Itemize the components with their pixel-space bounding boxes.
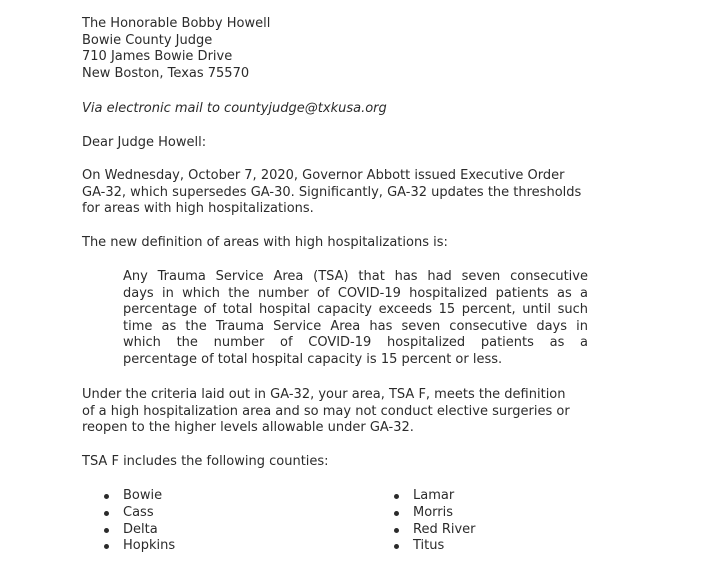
quote-line: time as the Trauma Service Area has seven consecutive days in bbox=[123, 318, 588, 334]
quote-line: Any Trauma Service Area (TSA) that has had seven consecutive bbox=[123, 269, 588, 284]
county-item bbox=[394, 505, 476, 522]
quote-line: percentage of total hospital capacity is 15 percent or less. bbox=[123, 351, 503, 367]
delivery-note: Via electronic mail to countyjudge@txkusa.org bbox=[82, 101, 387, 116]
county-name: Delta bbox=[123, 521, 158, 537]
paragraph-line: reopen to the higher levels allowable under GA-32. bbox=[82, 420, 414, 436]
quote-line: days in which the number of COVID-19 hospitalized patients as a bbox=[123, 285, 588, 301]
bullet-icon bbox=[104, 511, 109, 516]
county-name: Red River bbox=[413, 521, 476, 537]
paragraph-line: GA-32, which supersedes GA-30. Significantly, GA-32 updates the thresholds bbox=[82, 184, 582, 200]
recipient-title: Bowie County Judge bbox=[82, 32, 213, 48]
recipient-name: The Honorable Bobby Howell bbox=[82, 16, 271, 31]
bullet-icon bbox=[104, 528, 109, 533]
paragraph-line: for areas with high hospitalizations. bbox=[82, 201, 314, 217]
bullet-icon bbox=[394, 544, 399, 549]
paragraph-line: of a high hospitalization area and so may not conduct elective surgeries or bbox=[82, 403, 570, 419]
recipient-address-block bbox=[82, 16, 270, 82]
block-quote-definition bbox=[123, 269, 588, 369]
bullet-icon bbox=[394, 528, 399, 533]
county-list-right bbox=[394, 488, 476, 555]
county-name: Morris bbox=[413, 504, 454, 520]
recipient-city-state-zip: New Boston, Texas 75570 bbox=[82, 65, 250, 81]
county-name: Titus bbox=[413, 538, 445, 554]
county-name: Bowie bbox=[123, 488, 163, 503]
bullet-icon bbox=[394, 511, 399, 516]
quote-line: percentage of total hospital capacity exceeds 15 percent, until such bbox=[123, 302, 588, 318]
county-list-left bbox=[104, 488, 175, 555]
county-name: Lamar bbox=[413, 488, 455, 503]
paragraph-line: Under the criteria laid out in GA-32, your area, TSA F, meets the definition bbox=[82, 387, 566, 402]
county-name: Hopkins bbox=[123, 538, 176, 554]
bullet-icon bbox=[104, 544, 109, 549]
bullet-icon bbox=[104, 494, 109, 499]
bullet-icon bbox=[394, 494, 399, 499]
quote-line: which the number of COVID-19 hospitalized patients as a bbox=[123, 335, 588, 351]
county-name: Cass bbox=[123, 504, 154, 520]
salutation: Dear Judge Howell: bbox=[82, 135, 207, 150]
county-item bbox=[104, 522, 175, 539]
county-item bbox=[394, 488, 476, 505]
paragraph-counties-intro: TSA F includes the following counties: bbox=[82, 454, 329, 469]
recipient-street: 710 James Bowie Drive bbox=[82, 49, 233, 65]
county-item bbox=[104, 488, 175, 505]
paragraph-line: On Wednesday, October 7, 2020, Governor Abbott issued Executive Order bbox=[82, 168, 565, 183]
county-item bbox=[394, 538, 476, 555]
paragraph-criteria bbox=[82, 387, 570, 437]
county-item bbox=[104, 505, 175, 522]
county-item bbox=[394, 522, 476, 539]
paragraph-definition-intro: The new definition of areas with high hospitalizations is: bbox=[82, 235, 448, 250]
county-item bbox=[104, 538, 175, 555]
paragraph-executive-order bbox=[82, 168, 627, 218]
